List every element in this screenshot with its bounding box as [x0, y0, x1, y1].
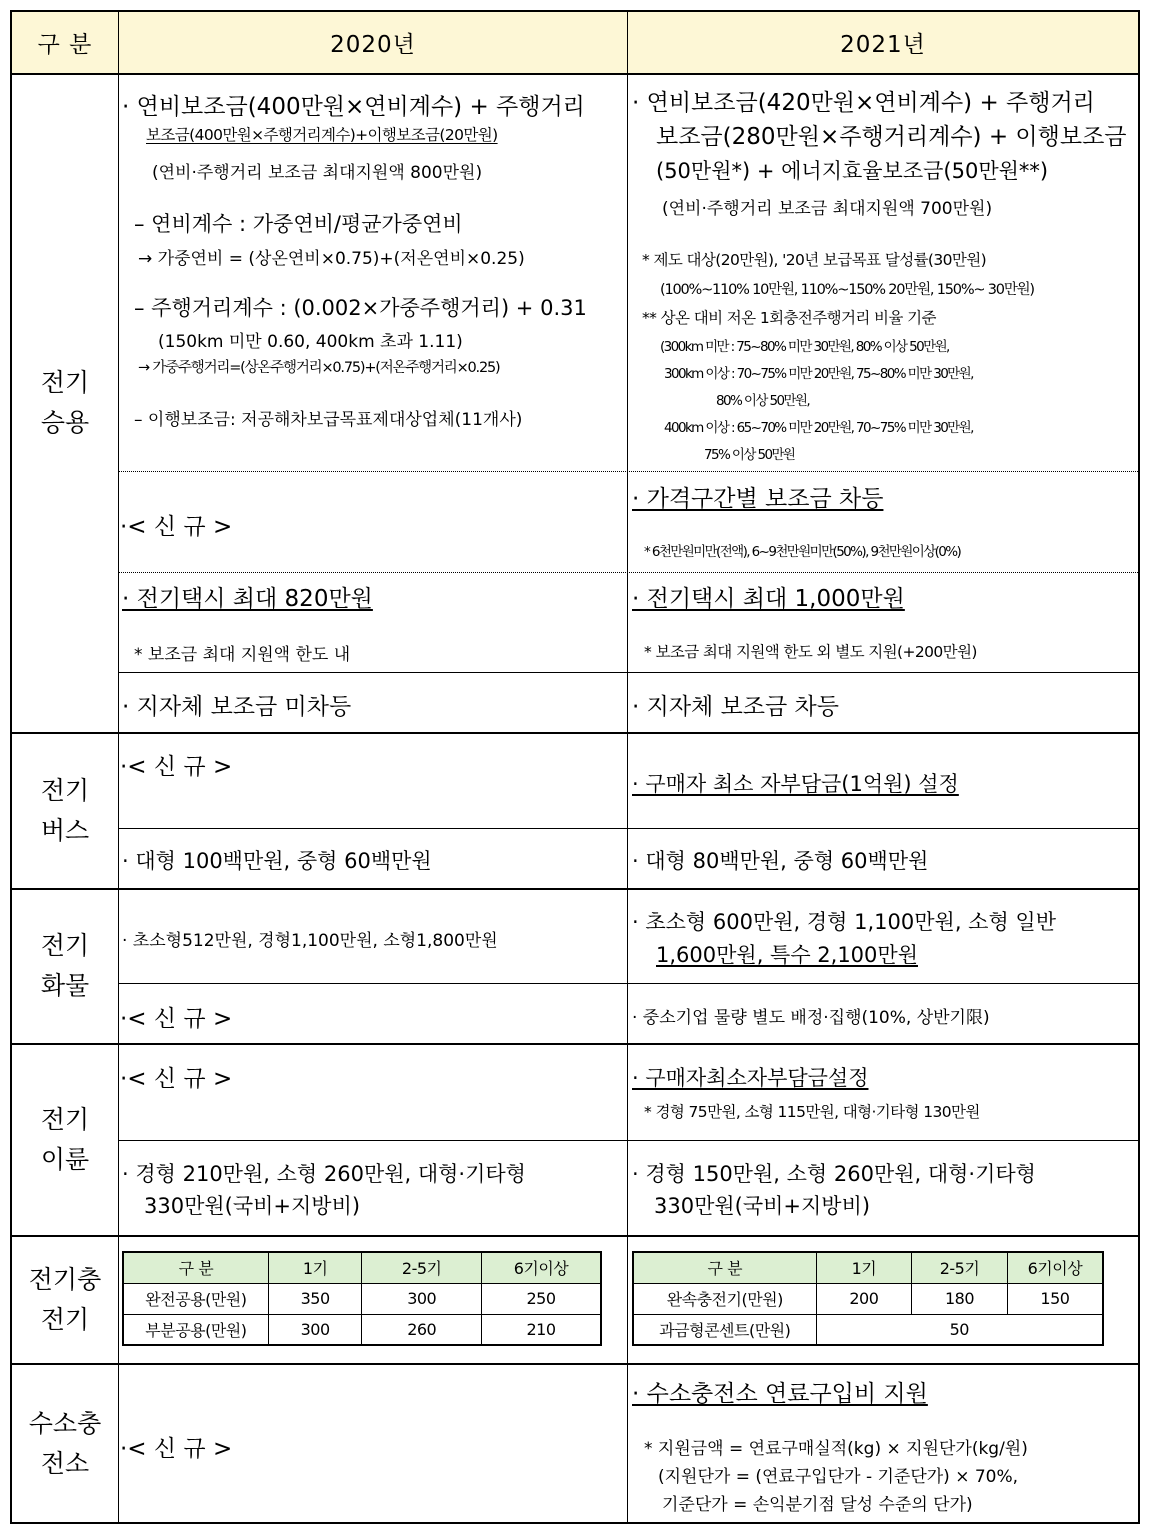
category-passenger: 전기 승용 — [40, 368, 90, 437]
bus-r1-2021: · 구매자 최소 자부담금(1억원) 설정 — [632, 772, 959, 796]
pass-2021-l12: 75% 이상 50만원 — [704, 447, 795, 463]
taxi-2021-note: * 보조금 최대 지원액 한도 외 별도 지원(+200만원) — [644, 643, 977, 661]
charger-table-2021: 구 분 1기 2-5기 6기이상 완속충전기(만원) 200 180 150 과금형콘센트(만원) 50 — [632, 1251, 1104, 1346]
pass-2021-l5: * 제도 대상(20만원), '20년 보급목표 달성률(30만원) — [642, 251, 987, 269]
truck-r2-2020: ·< 신 규 > — [120, 1006, 233, 1032]
pass-2020-l6: – 주행거리계수 : (0.002×가중주행거리) + 0.31 — [134, 296, 587, 320]
header-2021: 2021년 — [628, 12, 1138, 73]
charger-table-2020: 구 분 1기 2-5기 6기이상 완전공용(만원) 350 300 250 부분공용(만원) 300 260 210 — [122, 1251, 602, 1346]
pass-2021-l6: (100%~110% 10만원, 110%~150% 20만원, 150%~ 30만원) — [660, 282, 1034, 298]
pass-2021-l8: (300km 미만 : 75~80% 미만 30만원, 80% 이상 50만원, — [660, 339, 949, 355]
pass-2021-l1: · 연비보조금(420만원×연비계수) + 주행거리 — [632, 90, 1095, 116]
truck-r2-2021: · 중소기업 물량 별도 배정·집행(10%, 상반기限) — [632, 1008, 990, 1028]
pass-2020-l9: – 이행보조금: 저공해차보급목표제대상업체(11개사) — [134, 410, 523, 430]
taxi-2021-main: · 전기택시 최대 1,000만원 — [632, 586, 905, 612]
pass-2021-l4: (연비·주행거리 보조금 최대지원액 700만원) — [662, 199, 993, 219]
tw-r1-2021-main: · 구매자최소자부담금설정 — [632, 1066, 869, 1090]
pass-2020-l7: (150km 미만 0.60, 400km 초과 1.11) — [158, 332, 463, 352]
h2-2021-n3: 기준단가 = 손익분기점 달성 수준의 단가) — [662, 1495, 973, 1515]
pass-2020-l2: 보조금(400만원×주행거리계수)+이행보조금(20만원) — [146, 126, 498, 144]
taxi-2020-note: * 보조금 최대 지원액 한도 내 — [134, 645, 351, 665]
pass-2021-l2: 보조금(280만원×주행거리계수) + 이행보조금 — [656, 124, 1127, 150]
truck-r1-2021-b: 1,600만원, 특수 2,100만원 — [656, 943, 918, 967]
price-2021-main: · 가격구간별 보조금 차등 — [632, 486, 884, 512]
local-2020: · 지자체 보조금 미차등 — [122, 694, 352, 720]
h2-2021-main: · 수소충전소 연료구입비 지원 — [632, 1381, 928, 1407]
bus-r2-2021: · 대형 80백만원, 중형 60백만원 — [632, 849, 929, 873]
h2-2021-n1: * 지원금액 = 연료구매실적(kg) × 지원단가(kg/원) — [644, 1439, 1028, 1459]
price-2021-note: * 6천만원미만(전액), 6~9천만원미만(50%), 9천만원이상(0%) — [644, 544, 961, 560]
category-truck: 전기 화물 — [40, 931, 90, 1000]
truck-r1-2020: · 초소형512만원, 경형1,100만원, 소형1,800만원 — [122, 931, 498, 951]
header-2020: 2020년 — [119, 12, 627, 73]
tw-r1-2020: ·< 신 규 > — [120, 1066, 233, 1092]
tw-r2-2020-a: · 경형 210만원, 소형 260만원, 대형·기타형 — [122, 1162, 526, 1186]
header-category: 구 분 — [12, 12, 118, 73]
tw-r2-2021-a: · 경형 150만원, 소형 260만원, 대형·기타형 — [632, 1162, 1036, 1186]
pass-2020-l8: → 가중주행거리=(상온주행거리×0.75)+(저온주행거리×0.25) — [138, 360, 500, 376]
h2-2021-n2: (지원단가 = (연료구입단가 - 기준단가) × 70%, — [658, 1467, 1019, 1487]
price-2020: ·< 신 규 > — [120, 514, 233, 540]
local-2021: · 지자체 보조금 차등 — [632, 694, 839, 720]
pass-2021-l7: ** 상온 대비 저온 1회충전주행거리 비율 기준 — [642, 309, 936, 327]
category-hydrogen: 수소충 전소 — [28, 1409, 102, 1478]
pass-2020-l5: → 가중연비 = (상온연비×0.75)+(저온연비×0.25) — [138, 249, 525, 269]
bus-r1-2020: ·< 신 규 > — [120, 754, 233, 780]
pass-2021-l10: 80% 이상 50만원, — [716, 393, 810, 409]
taxi-2020-main: · 전기택시 최대 820만원 — [122, 586, 373, 612]
bus-r2-2020: · 대형 100백만원, 중형 60백만원 — [122, 849, 432, 873]
h2-2020: ·< 신 규 > — [120, 1436, 233, 1462]
category-charger: 전기충 전기 — [28, 1264, 102, 1334]
tw-r2-2020-b: 330만원(국비+지방비) — [144, 1194, 361, 1218]
pass-2020-l3: (연비·주행거리 보조금 최대지원액 800만원) — [152, 163, 483, 183]
tw-r1-2021-note: * 경형 75만원, 소형 115만원, 대형·기타형 130만원 — [644, 1103, 980, 1121]
pass-2020-l4: – 연비계수 : 가중연비/평균가중연비 — [134, 212, 463, 236]
tw-r2-2021-b: 330만원(국비+지방비) — [654, 1194, 871, 1218]
category-bus: 전기 버스 — [40, 775, 90, 845]
pass-2020-l1: · 연비보조금(400만원×연비계수) + 주행거리 — [122, 94, 585, 120]
pass-2021-l3: (50만원*) + 에너지효율보조금(50만원**) — [656, 159, 1049, 183]
pass-2021-l9: 300km 이상 : 70~75% 미만 20만원, 75~80% 미만 30만원, — [664, 366, 973, 382]
truck-r1-2021-a: · 초소형 600만원, 경형 1,100만원, 소형 일반 — [632, 910, 1056, 934]
category-two-wheel: 전기 이륜 — [40, 1104, 90, 1174]
pass-2021-l11: 400km 이상 : 65~70% 미만 20만원, 70~75% 미만 30만원, — [664, 420, 973, 436]
